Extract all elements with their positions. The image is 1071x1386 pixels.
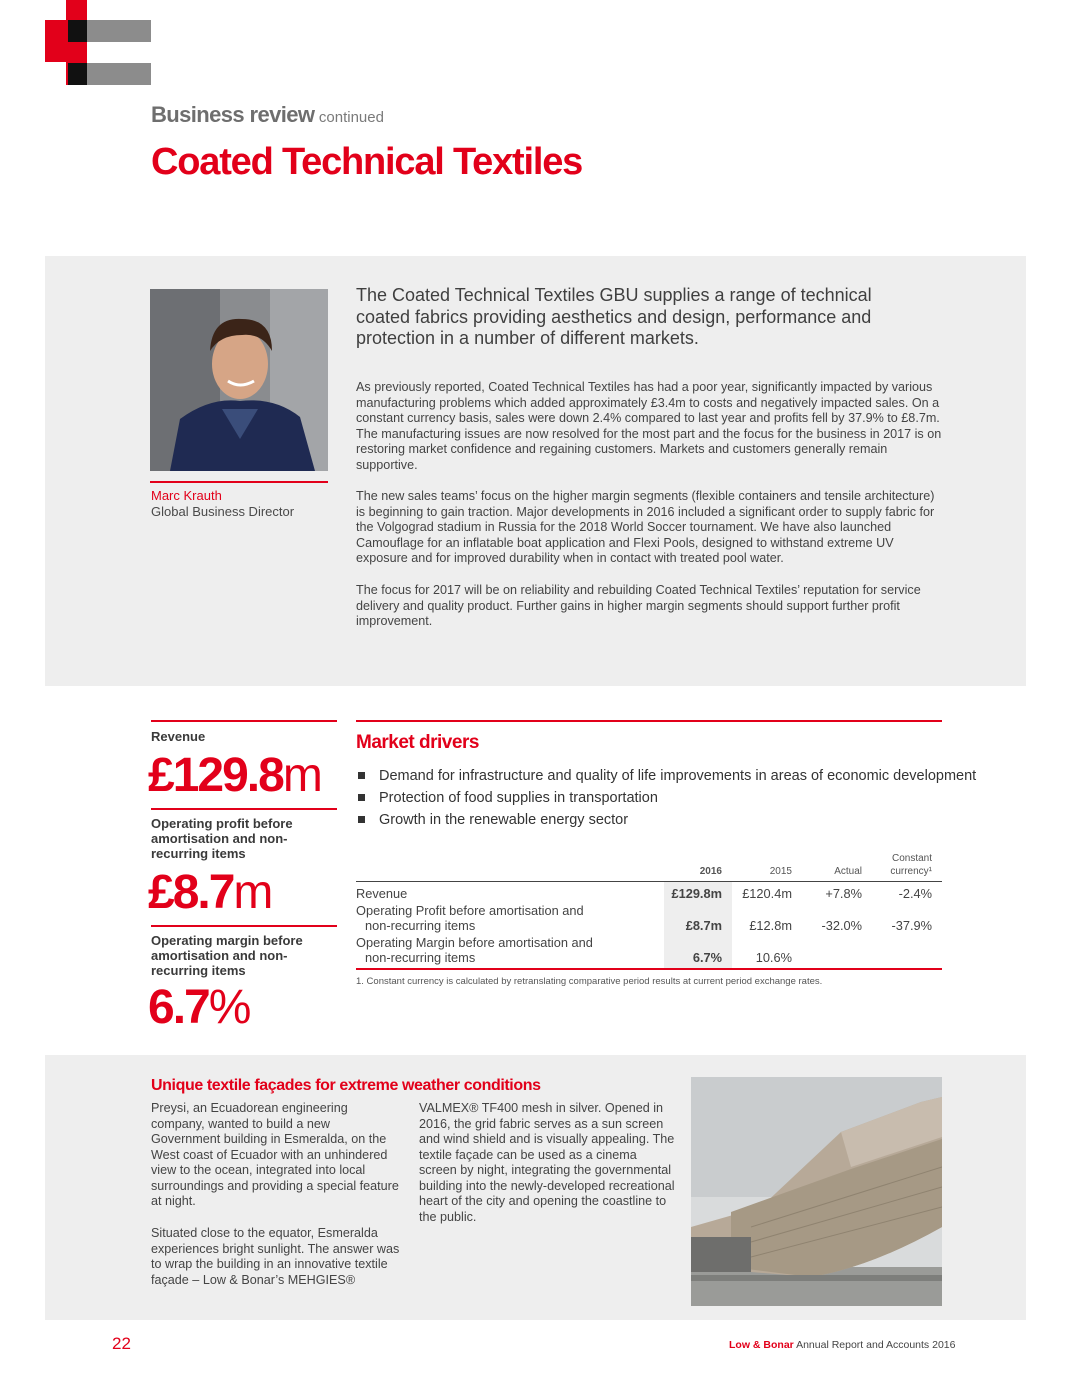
row-label: Operating Margin before amortisation and	[356, 935, 593, 950]
section-name: Business review	[151, 102, 315, 127]
case-study-paragraph: Preysi, an Ecuadorean engineering company, wanted to build a new Government building in Esmeralda, on the West coast of Ecuador with an unhindered view to the ocean, integrated into local surroundings and providing a special feature at night.	[151, 1101, 399, 1208]
column-header-actual: Actual	[834, 866, 862, 877]
kpi-margin-value: 6.7%	[148, 981, 250, 1034]
table-rule	[356, 881, 942, 882]
footer-title: Annual Report and Accounts 2016	[796, 1339, 956, 1351]
body-paragraph: The new sales teams’ focus on the higher margin segments (flexible containers and tensile architecture) is beginning to gain traction. Major developments in 2016 included a significant order to supply fabric for the Volgograd stadium in Russia for the 2018 World Soccer tournament. We have also launched Camouflage for an inflatable boat application and Flexi Pools, designed to withstand extreme UV exposure and for improved durability when in contact with treated pool water.	[356, 489, 935, 566]
row-label: non-recurring items	[365, 918, 476, 933]
row-label: Operating Profit before amortisation and	[356, 903, 584, 918]
table-cell: 6.7%	[692, 950, 722, 965]
case-study-title: Unique textile façades for extreme weather conditions	[151, 1077, 541, 1094]
column-header-constant: Constant	[891, 853, 932, 864]
table-cell: £12.8m	[749, 918, 792, 933]
table-rule	[356, 968, 942, 970]
row-label: non-recurring items	[365, 950, 476, 965]
footer-brand: Low & Bonar	[729, 1339, 794, 1351]
page-number: 22	[112, 1334, 131, 1353]
table-cell: £129.8m	[671, 886, 722, 901]
section-suffix: continued	[318, 109, 384, 126]
intro-statement: The Coated Technical Textiles GBU supplies a range of technical coated fabrics providing aesthetics and design, performance and protection in a number of different markets.	[356, 285, 872, 348]
section-kicker	[151, 102, 384, 128]
table-cell: +7.8%	[825, 886, 862, 901]
list-item: Protection of food supplies in transportation	[356, 787, 976, 809]
table-footnote: 1. Constant currency is calculated by retranslating comparative period results at current period exchange rates.	[356, 976, 823, 987]
building-photo	[691, 1077, 942, 1306]
portrait-divider	[150, 481, 328, 483]
kpi-profit-label: Operating profit before amortisation and non-recurring items	[151, 816, 293, 861]
page-title: Coated Technical Textiles	[151, 141, 583, 183]
kpi-revenue-label: Revenue	[151, 729, 206, 744]
kpi-divider	[151, 925, 337, 927]
portrait-photo	[150, 289, 328, 471]
body-paragraph: As previously reported, Coated Technical Textiles has had a poor year, significantly impacted by various manufacturing problems which added approximately £3.4m to costs and negatively impacted sales. On a constant currency basis, sales were down 2.4% compared to last year and profits fell by 37.9% to £8.7m. The manufacturing issues are now resolved for the most part and the focus for the business in 2017 is on restoring market confidence and regaining customers. Markets and customers generally remain supportive.	[356, 380, 942, 472]
kpi-divider	[151, 720, 337, 722]
kpi-margin-label: Operating margin before amortisation and non-recurring items	[151, 933, 303, 978]
person-name: Marc Krauth	[151, 488, 222, 503]
table-cell: -32.0%	[821, 918, 862, 933]
footer-publication	[729, 1339, 955, 1351]
person-role: Global Business Director	[151, 504, 295, 519]
market-drivers-divider	[356, 720, 942, 722]
table-cell: £120.4m	[742, 886, 792, 901]
table-cell: £8.7m	[685, 918, 722, 933]
kpi-profit-value: £8.7m	[148, 866, 272, 919]
table-cell: 10.6%	[755, 950, 792, 965]
column-header-currency: currency¹	[890, 866, 932, 877]
bullet-icon	[358, 794, 365, 801]
column-header-2016: 2016	[699, 866, 722, 877]
kpi-revenue-value: £129.8m	[148, 749, 321, 802]
list-item: Growth in the renewable energy sector	[356, 809, 976, 831]
bullet-icon	[358, 816, 365, 823]
row-label: Revenue	[356, 886, 408, 901]
case-study-paragraph: Situated close to the equator, Esmeralda experiences bright sunlight. The answer was to wrap the building in an innovative textile façade – Low & Bonar’s MEHGIES®	[151, 1226, 400, 1287]
table-cell: -37.9%	[891, 918, 932, 933]
body-paragraph: The focus for 2017 will be on reliability and rebuilding Coated Technical Textiles’ reputation for service delivery and quality product. Further gains in higher margin segments should support further profit improvement.	[356, 583, 921, 629]
case-study-paragraph: VALMEX® TF400 mesh in silver. Opened in 2016, the grid fabric serves as a sun screen and wind shield and is visually appealing. The textile façade can be used as a cinema screen by night, integrating the governmental building into the newly-developed recreational heart of the city and opening the coastline to the public.	[419, 1101, 675, 1224]
kpi-divider	[151, 808, 337, 810]
column-header-2015: 2015	[769, 866, 792, 877]
list-item: Demand for infrastructure and quality of life improvements in areas of economic development	[356, 765, 976, 787]
market-drivers-title: Market drivers	[356, 732, 479, 753]
market-drivers-list	[356, 765, 976, 831]
table-cell: -2.4%	[898, 886, 932, 901]
bullet-icon	[358, 772, 365, 779]
